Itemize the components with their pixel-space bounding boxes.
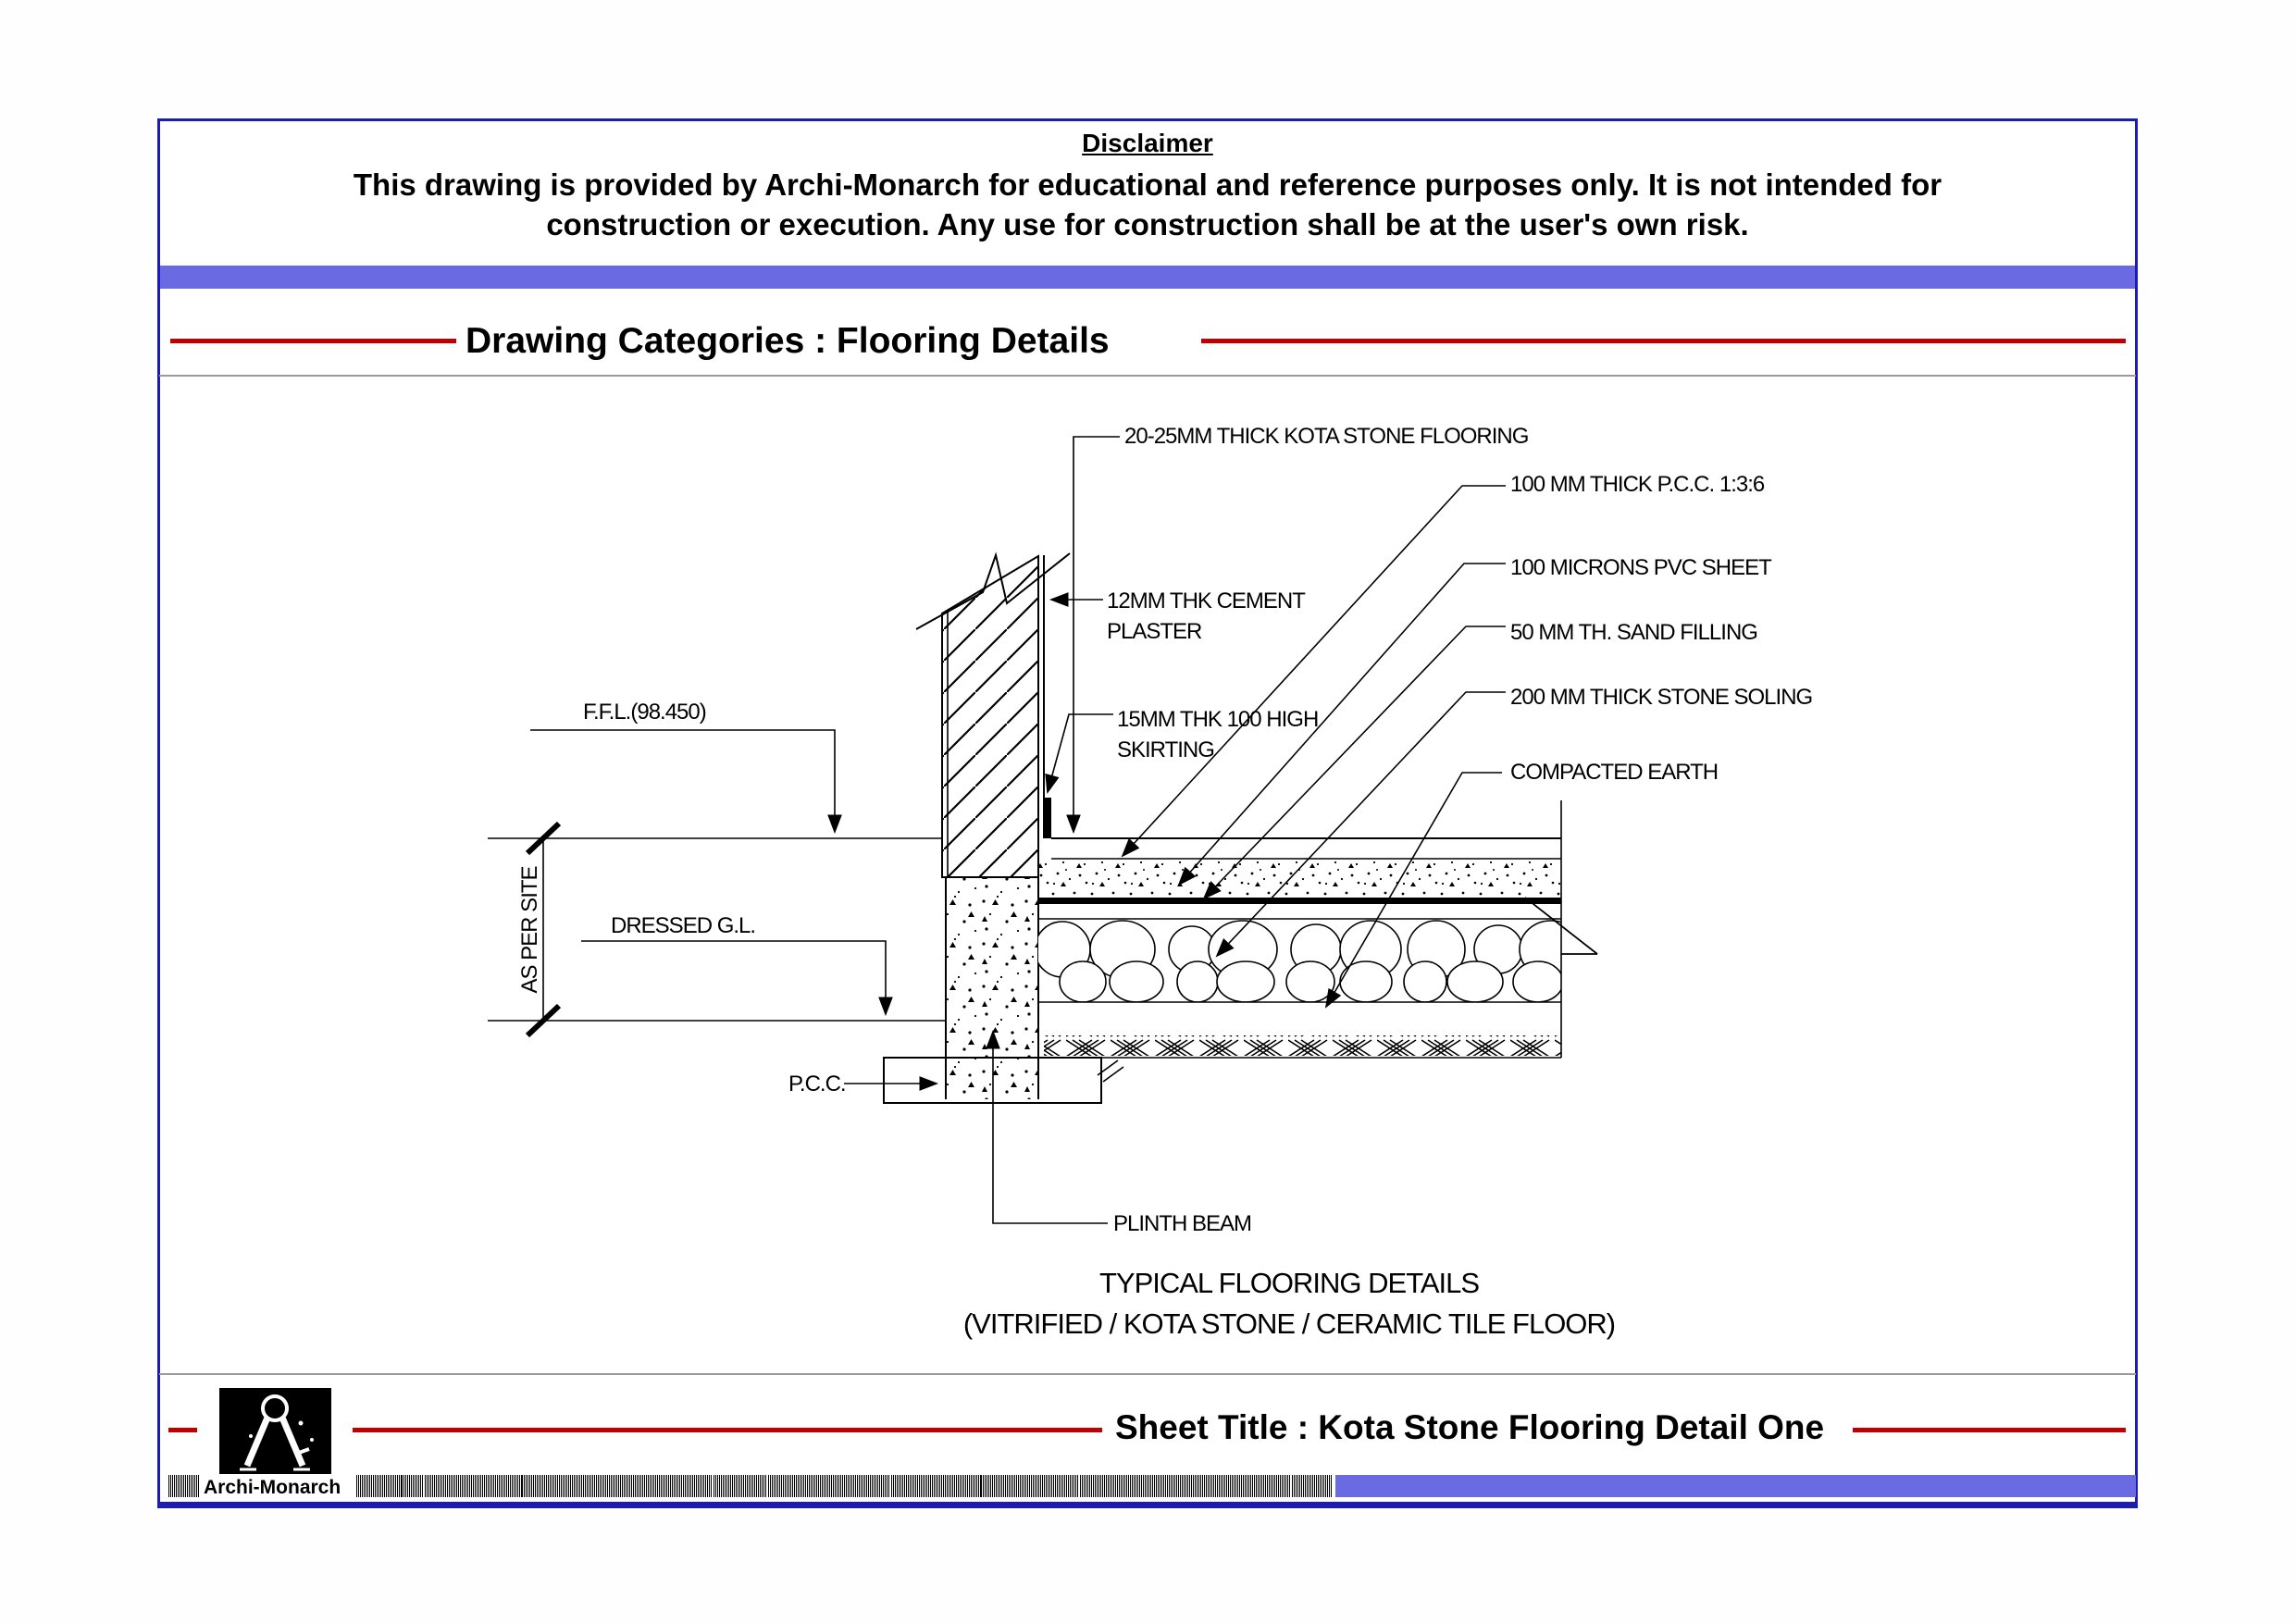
- bottom-border-rule: [157, 1502, 2138, 1508]
- dressed-gl-label: DRESSED G.L.: [611, 913, 756, 938]
- accent-bar-bottom: [1335, 1475, 2136, 1497]
- caption-line1: TYPICAL FLOORING DETAILS: [1098, 1267, 1480, 1299]
- stone-soling-circles: [1035, 921, 1582, 1002]
- compass-icon: [219, 1388, 331, 1474]
- sheet-title-rule-dash: [168, 1428, 197, 1432]
- barcode: [168, 1475, 1332, 1497]
- brand-name: Archi-Monarch: [204, 1477, 341, 1498]
- compacted-earth-label: COMPACTED EARTH: [1510, 760, 1719, 785]
- sand-filling-label: 50 MM TH. SAND FILLING: [1510, 620, 1757, 645]
- drawing-caption: [963, 1267, 1615, 1340]
- plinth-beam-label: PLINTH BEAM: [1113, 1211, 1252, 1236]
- sheet-title-rule-right: [1853, 1428, 2126, 1432]
- plinth-column: [946, 877, 1038, 1099]
- skirting-label-line1: 15MM THK 100 HIGH: [1117, 707, 1319, 732]
- cement-plaster-label-line1: 12MM THK CEMENT: [1107, 588, 1305, 613]
- floor-layers: [1035, 800, 1597, 1058]
- archi-monarch-logo: [219, 1388, 331, 1474]
- divider-bottom: [159, 1373, 2136, 1375]
- as-per-site-label: AS PER SITE: [517, 866, 542, 994]
- caption-line2: (VITRIFIED / KOTA STONE / CERAMIC TILE FLOOR): [962, 1307, 1616, 1340]
- category-heading: Drawing Categories : Flooring Details: [465, 321, 1110, 361]
- disclaimer-text-line2: construction or execution. Any use for construction shall be at the user's own risk.: [546, 207, 1749, 242]
- skirting-label-line2: SKIRTING: [1117, 737, 1214, 762]
- disclaimer-text-line1: This drawing is provided by Archi-Monarch for educational and reference purposes only. It is not intended for: [353, 167, 1942, 202]
- ffl-label: F.F.L.(98.450): [583, 700, 706, 725]
- sheet-title-rule-left: [353, 1428, 1102, 1432]
- pcc-layer-label: 100 MM THICK P.C.C. 1:3:6: [1510, 472, 1765, 497]
- stone-soling-label: 200 MM THICK STONE SOLING: [1510, 685, 1813, 710]
- skirting-bar: [1043, 798, 1051, 838]
- sheet-title: Sheet Title : Kota Stone Flooring Detail One: [1115, 1408, 1825, 1446]
- callout-labels: [583, 424, 1812, 1236]
- cement-plaster-label-line2: PLASTER: [1107, 619, 1202, 644]
- pcc-block-label: P.C.C.: [788, 1072, 846, 1096]
- kota-stone-label: 20-25MM THICK KOTA STONE FLOORING: [1124, 424, 1529, 449]
- disclaimer-title: Disclaimer: [1082, 129, 1213, 157]
- pvc-sheet-label: 100 MICRONS PVC SHEET: [1510, 555, 1771, 580]
